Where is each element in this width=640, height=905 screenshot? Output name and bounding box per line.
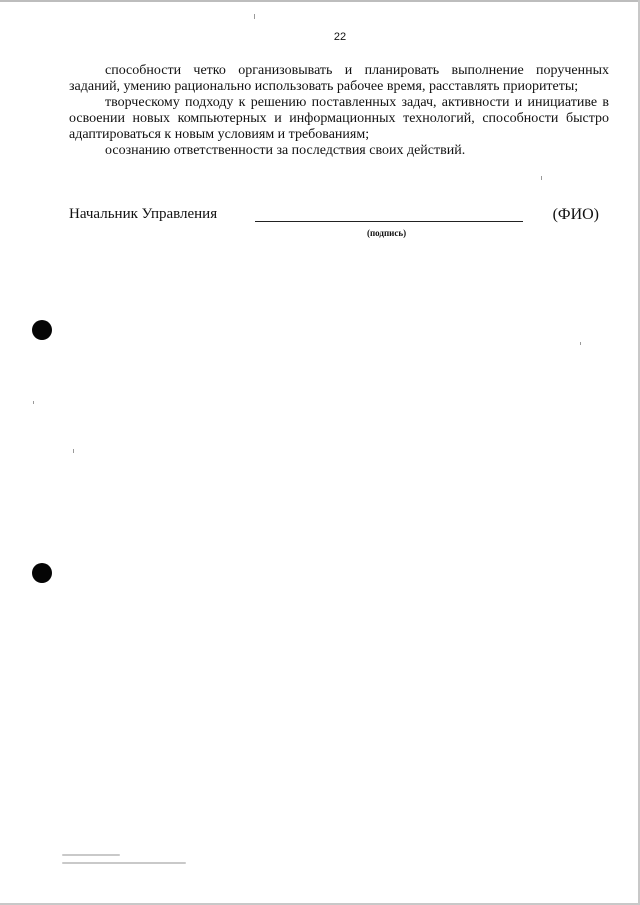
body-text [69,63,609,159]
paragraph-time-management: способности четко организовывать и планировать выполнение порученных заданий, умению рационально использовать рабочее время, расставлять приоритеты; [69,63,609,94]
signature-caption: (подпись) [367,228,407,238]
paragraph-creative-approach: творческому подходу к решению поставленных задач, активности и инициативе в освоении новых компьютерных и информационных технологий, способности быстро адаптироваться к новым условиям и требованиям; [69,95,609,142]
punch-hole-bottom [32,563,52,583]
paragraph-responsibility: осознанию ответственности за последствия своих действий. [105,143,466,158]
scan-speck [73,449,74,453]
scan-speck [580,342,581,345]
receipt-stamp-mark [62,851,192,871]
punch-hole-top [32,320,52,340]
page-number: 22 [333,31,347,43]
signature-block [69,206,609,246]
page-edge-top [0,0,640,2]
scan-speck [541,176,542,180]
signatory-title: Начальник Управления [69,206,218,222]
signature-line [255,221,523,222]
scan-speck [254,14,255,19]
name-placeholder: (ФИО) [552,206,599,223]
scan-speck [33,401,34,404]
